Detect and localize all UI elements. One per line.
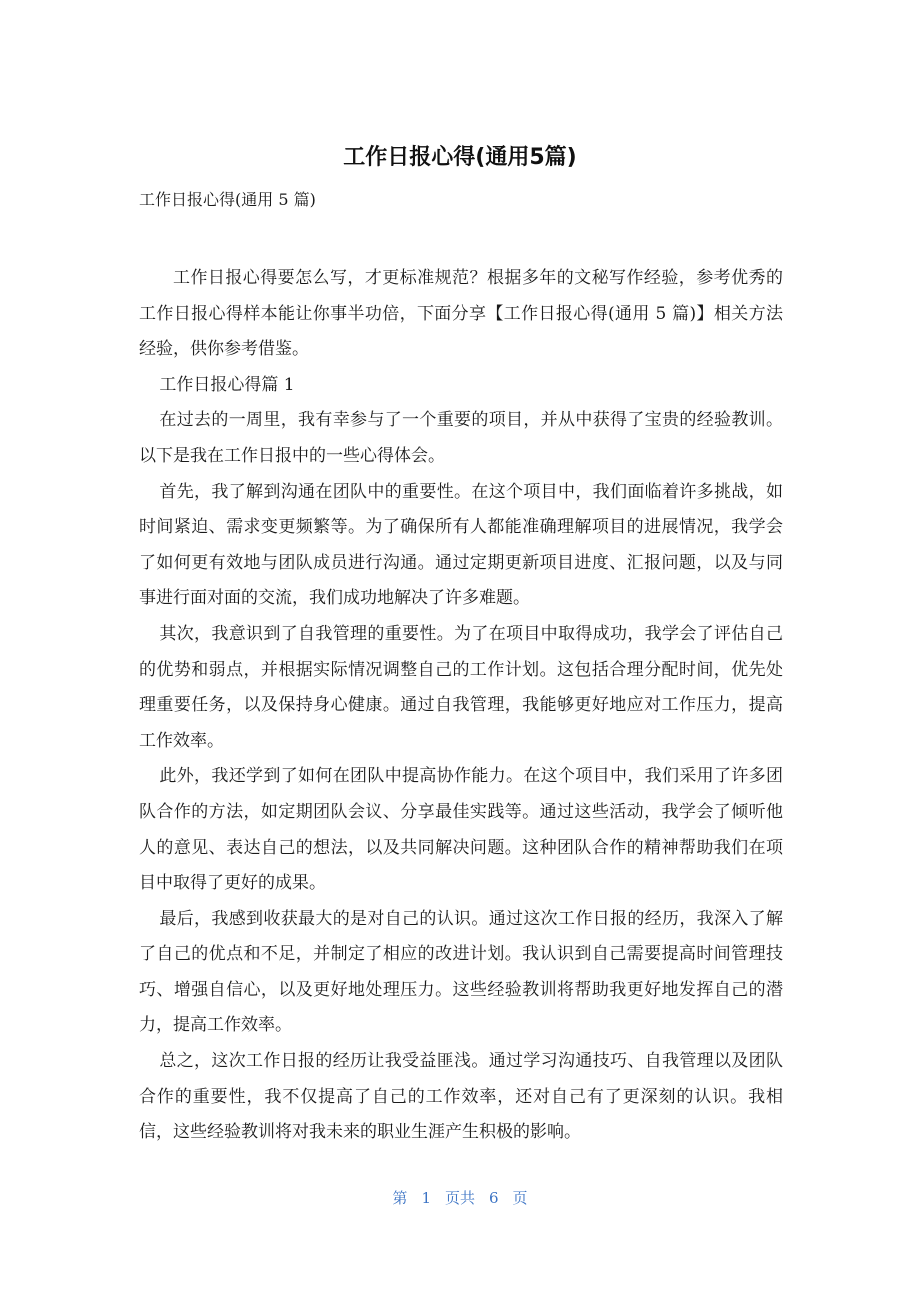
page-footer (0, 1186, 920, 1210)
section-heading: 工作日报心得篇 1 (159, 374, 295, 395)
body-paragraph: 此外，我还学到了如何在团队中提高协作能力。在这个项目中，我们采用了许多团队合作的方法，如定期团队会议、分享最佳实践等。通过这些活动，我学会了倾听他人的意见、表达自己的想法，以及共同解决问题。这种团队合作的精神帮助我们在项目中取得了更好的成果。 (139, 766, 783, 894)
current-page-number: 1 (421, 1189, 431, 1207)
intro-paragraph: 工作日报心得要怎么写，才更标准规范？根据多年的文秘写作经验，参考优秀的工作日报心得样本能让你事半功倍，下面分享【工作日报心得(通用 5 篇)】相关方法经验，供你参考借鉴。 (139, 268, 783, 360)
total-pages-number: 6 (489, 1189, 499, 1207)
body-paragraph: 最后，我感到收获最大的是对自己的认识。通过这次工作日报的经历，我深入了解了自己的优点和不足，并制定了相应的改进计划。我认识到自己需要提高时间管理技巧、增强自信心，以及更好地处理压力。这些经验教训将帮助我更好地发挥自己的潜力，提高工作效率。 (139, 908, 783, 1036)
body-paragraph: 总之，这次工作日报的经历让我受益匪浅。通过学习沟通技巧、自我管理以及团队合作的重要性，我不仅提高了自己的工作效率，还对自己有了更深刻的认识。我相信，这些经验教训将对我未来的职业生涯产生积极的影响。 (139, 1051, 783, 1143)
body-paragraph: 在过去的一周里，我有幸参与了一个重要的项目，并从中获得了宝贵的经验教训。以下是我在工作日报中的一些心得体会。 (139, 410, 783, 466)
footer-prefix: 第 (392, 1189, 408, 1207)
body-paragraph: 其次，我意识到了自我管理的重要性。为了在项目中取得成功，我学会了评估自己的优势和弱点，并根据实际情况调整自己的工作计划。这包括合理分配时间，优先处理重要任务，以及保持身心健康。通过自我管理，我能够更好地应对工作压力，提高工作效率。 (139, 623, 783, 751)
document-subtitle: 工作日报心得(通用 5 篇) (139, 190, 316, 209)
footer-middle: 页共 (444, 1189, 475, 1207)
footer-suffix: 页 (512, 1189, 528, 1207)
body-paragraph: 首先，我了解到沟通在团队中的重要性。在这个项目中，我们面临着许多挑战，如时间紧迫、需求变更频繁等。为了确保所有人都能准确理解项目的进展情况，我学会了如何更有效地与团队成员进行沟通。通过定期更新项目进度、汇报问题，以及与同事进行面对面的交流，我们成功地解决了许多难题。 (139, 481, 783, 609)
document-body (139, 261, 783, 1151)
document-title: 工作日报心得(通用5篇) (343, 145, 577, 170)
